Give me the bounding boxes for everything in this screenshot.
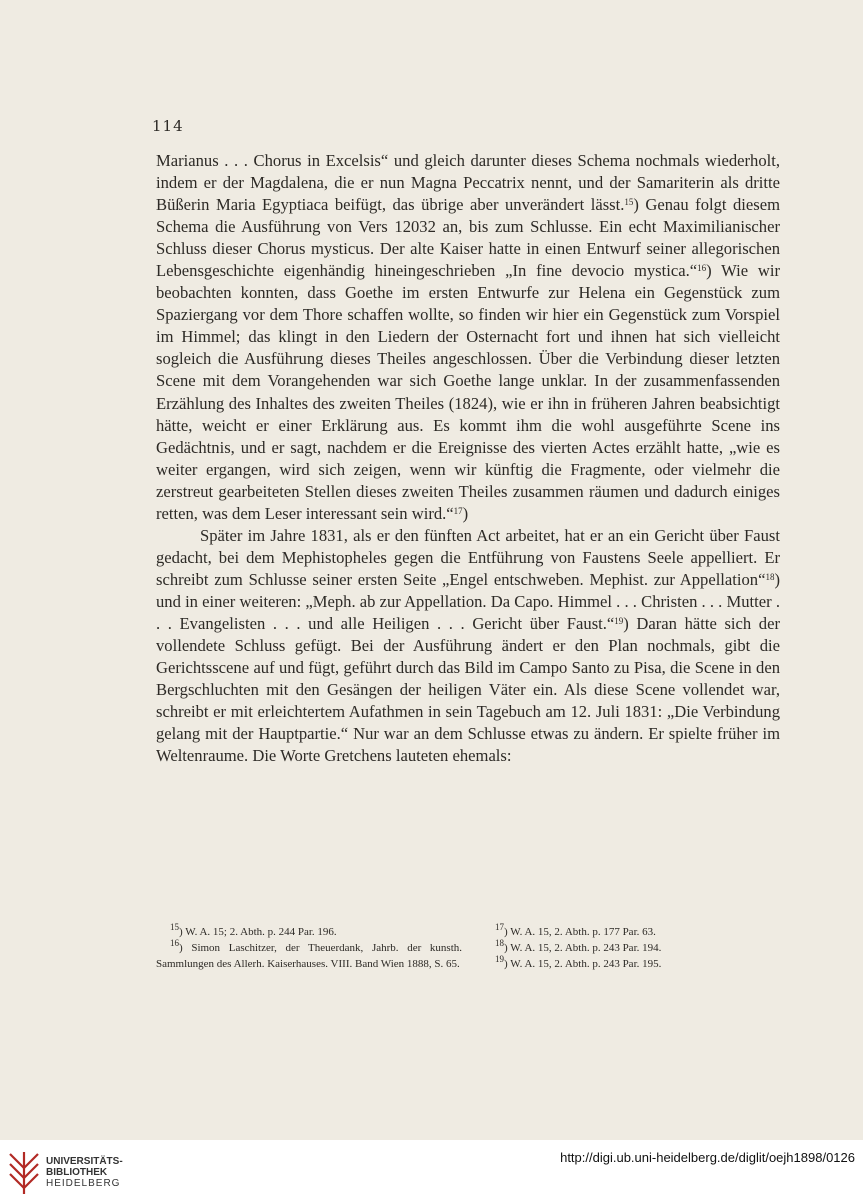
footnote-ref-19[interactable]: 19 xyxy=(614,615,624,626)
main-text xyxy=(156,150,780,767)
footnote-17: $^{17}$) W. A. 15, 2. Abth. p. 177 Par. 63. xyxy=(495,922,656,938)
footnotes-left xyxy=(156,924,462,972)
paragraph-2: Später im Jahre 1831, als er den fünften Act arbeitet, hat er an ein Gericht über Faust gedacht, bei dem Mephistopheles gegen die Entführung von Faustens Seele appelliert. Er schreibt zum Schlusse seiner ersten Seite „Engel entschweben. Mephist. zur Appellation“$^{18}$) und in einer weiteren: „Meph. ab zur Appellation. Da Capo. Himmel . . . Christen . . . Mutter . . . Evangelisten . . . und alle Heiligen . . . Gericht über Faust.“$^{19}$) Daran hätte sich der vollendete Schluss gefügt. Bei der Ausführung ändert er den Plan nochmals, gibt die Gerichtsscene auf und fügt, geführt durch das Bild im Campo Santo zu Pisa, die Scene in den Bergschluchten mit den Gesängen der heiligen Väter ein. Als diese Scene vollendet war, schreibt er mit erleichtertem Aufathmen in sein Tagebuch am 12. Juli 1831: „Die Verbindung gelang mit der Hauptpartie.“ Nur war an dem Schlusse etwas zu ändern. Er spielte früher im Weltenraume. Die Worte Gretchens lauteten ehemals: xyxy=(156,525,780,766)
paragraph-1: Marianus . . . Chorus in Excelsis“ und gleich darunter dieses Schema nochmals wiederholt, indem er der Magdalena, die er nun Magna Peccatrix nennt, und der Samariterin als dritte Büßerin Maria Egyptiaca beifügt, das übrige aber unverändert lässt.$^{15}$) Genau folgt diesem Schema die Ausführung von Vers 12032 an, bis zum Schlusse. Ein echt Maximilianischer Schluss dieser Chorus mysticus. Der alte Kaiser hatte in einen Entwurf seiner allegorischen Lebensgeschichte eigenhändig hineingeschrieben „In fine devocio mystica.“$^{16}$) Wie wir beobachten konnten, dass Goethe im ersten Entwurfe zur Helena ein Gegenstück zum Spaziergang vor dem Thore schaffen wollte, so finden wir hier ein Gegenstück zum Vorspiel im Himmel; das klingt in den Liedern der Osternacht fort und ihnen hat sich vielleicht sogleich die Ausführung dieses Theiles angeschlossen. Über die Verbindung dieser letzten Scene mit dem Vorangehenden war sich Goethe lange unklar. In der zusammenfassenden Erzählung des Inhaltes des zweiten Theiles (1824), wie er ihn in früheren Jahren beabsichtigt hätte, weicht er einer Erklärung aus. Es kommt ihm die wohl ausgeführte Scene ins Gedächtnis, und er sagt, nachdem er die Ereignisse des vierten Actes erzählt hatte, „wie es weiter ergangen, wird sich zeigen, wenn wir künftig die Fragmente, oder vielmehr die zerstreut gearbeiteten Stellen dieses zweiten Theiles zusammen räumen und dadurch einiges retten, was dem Leser interessant sein wird.“$^{17}$) xyxy=(156,151,781,523)
footnote-ref-18[interactable]: 18 xyxy=(765,571,775,582)
footnote-18: $^{18}$) W. A. 15, 2. Abth. p. 243 Par. 194. xyxy=(495,938,662,954)
footnote-ref-15[interactable]: 15 xyxy=(624,197,634,208)
footnotes-right xyxy=(495,924,780,972)
footnote-19: $^{19}$) W. A. 15, 2. Abth. p. 243 Par. 195. xyxy=(495,954,662,970)
footnote-16: $^{16}$) Simon Laschitzer, der Theuerdank, Jahrb. der kunsth. Sammlungen des Allerh. Kaiserhauses. VIII. Band Wien 1888, S. 65. xyxy=(156,938,462,970)
footnote-15: $^{15}$) W. A. 15; 2. Abth. p. 244 Par. 196. xyxy=(170,922,337,938)
page-number: 114 xyxy=(152,117,184,135)
permalink-url[interactable]: http://digi.ub.uni-heidelberg.de/diglit/oejh1898/0126 xyxy=(560,1150,855,1165)
institution-name: UNIVERSITÄTS- BIBLIOTHEK HEIDELBERG xyxy=(46,1156,123,1189)
footnote-ref-16[interactable]: 16 xyxy=(697,263,707,274)
library-logo-icon xyxy=(6,1148,42,1196)
footnote-ref-17[interactable]: 17 xyxy=(453,505,463,516)
